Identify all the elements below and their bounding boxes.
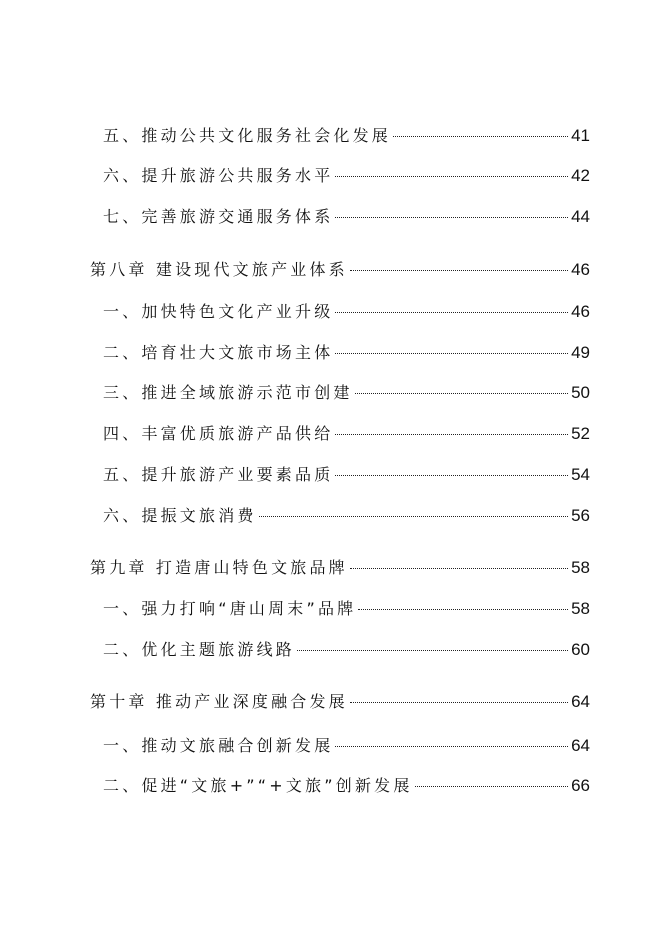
toc-entry-page: 46 bbox=[571, 260, 590, 279]
toc-entry-page: 56 bbox=[571, 506, 590, 525]
dot-leader bbox=[350, 702, 568, 703]
toc-chapter-title: 第十章 推动产业深度融合发展 bbox=[90, 692, 348, 711]
toc-entry-page: 46 bbox=[571, 302, 590, 321]
dot-leader bbox=[358, 609, 568, 610]
toc-entry[interactable] bbox=[103, 382, 590, 404]
dot-leader bbox=[335, 434, 568, 435]
dot-leader bbox=[393, 136, 568, 137]
toc-entry-page: 49 bbox=[571, 343, 590, 362]
toc-entry[interactable] bbox=[103, 342, 590, 364]
toc-entry-title: 四、丰富优质旅游产品供给 bbox=[103, 424, 334, 443]
toc-entry-page: 44 bbox=[571, 207, 590, 226]
toc-entry-page: 42 bbox=[571, 166, 590, 185]
dot-leader bbox=[350, 270, 568, 271]
toc-entry-title: 一、强力打响“唐山周末”品牌 bbox=[103, 599, 357, 618]
dot-leader bbox=[415, 786, 569, 787]
toc-entry[interactable] bbox=[103, 775, 590, 797]
toc-entry[interactable] bbox=[103, 735, 590, 757]
toc-entry-title: 二、培育壮大文旅市场主体 bbox=[103, 343, 334, 362]
toc-entry-title: 五、推动公共文化服务社会化发展 bbox=[103, 126, 392, 145]
toc-chapter-title: 第九章 打造唐山特色文旅品牌 bbox=[90, 558, 348, 577]
toc-entry-title: 七、完善旅游交通服务体系 bbox=[103, 207, 334, 226]
toc-entry-title: 六、提振文旅消费 bbox=[103, 506, 257, 525]
dot-leader bbox=[350, 568, 568, 569]
dot-leader bbox=[335, 312, 568, 313]
toc-entry-page: 41 bbox=[571, 126, 590, 145]
toc-entry[interactable] bbox=[103, 598, 590, 620]
toc-entry-title: 五、提升旅游产业要素品质 bbox=[103, 465, 334, 484]
toc-entry[interactable] bbox=[103, 639, 590, 661]
dot-leader bbox=[335, 176, 568, 177]
toc-entry-page: 58 bbox=[571, 558, 590, 577]
toc-entry[interactable] bbox=[103, 125, 590, 147]
dot-leader bbox=[335, 475, 568, 476]
toc-entry-page: 52 bbox=[571, 424, 590, 443]
toc-entry-page: 58 bbox=[571, 599, 590, 618]
toc-entry-page: 50 bbox=[571, 383, 590, 402]
toc-entry-title: 二、优化主题旅游线路 bbox=[103, 640, 296, 659]
toc-entry-title: 二、促进“文旅+”“+文旅”创新发展 bbox=[103, 776, 413, 795]
toc-entry-page: 60 bbox=[571, 640, 590, 659]
toc-entry[interactable] bbox=[103, 301, 590, 323]
toc-chapter-entry[interactable] bbox=[90, 557, 590, 579]
toc-entry-page: 64 bbox=[571, 692, 590, 711]
toc-chapter-title: 第八章 建设现代文旅产业体系 bbox=[90, 260, 348, 279]
toc-entry-page: 54 bbox=[571, 465, 590, 484]
dot-leader bbox=[355, 393, 568, 394]
toc-entry[interactable] bbox=[103, 165, 590, 187]
toc-entry-page: 64 bbox=[571, 736, 590, 755]
toc-entry-title: 一、推动文旅融合创新发展 bbox=[103, 736, 334, 755]
dot-leader bbox=[335, 746, 568, 747]
toc-entry-page: 66 bbox=[571, 776, 590, 795]
toc-entry[interactable] bbox=[103, 206, 590, 228]
toc-chapter-entry[interactable] bbox=[90, 691, 590, 713]
toc-entry[interactable] bbox=[103, 505, 590, 527]
toc-entry-title: 六、提升旅游公共服务水平 bbox=[103, 166, 334, 185]
dot-leader bbox=[335, 353, 568, 354]
toc-entry[interactable] bbox=[103, 464, 590, 486]
dot-leader bbox=[259, 516, 568, 517]
toc-entry-title: 三、推进全域旅游示范市创建 bbox=[103, 383, 353, 402]
dot-leader bbox=[335, 217, 568, 218]
toc-entry-title: 一、加快特色文化产业升级 bbox=[103, 302, 334, 321]
toc-chapter-entry[interactable] bbox=[90, 259, 590, 281]
toc-entry[interactable] bbox=[103, 423, 590, 445]
dot-leader bbox=[297, 650, 568, 651]
